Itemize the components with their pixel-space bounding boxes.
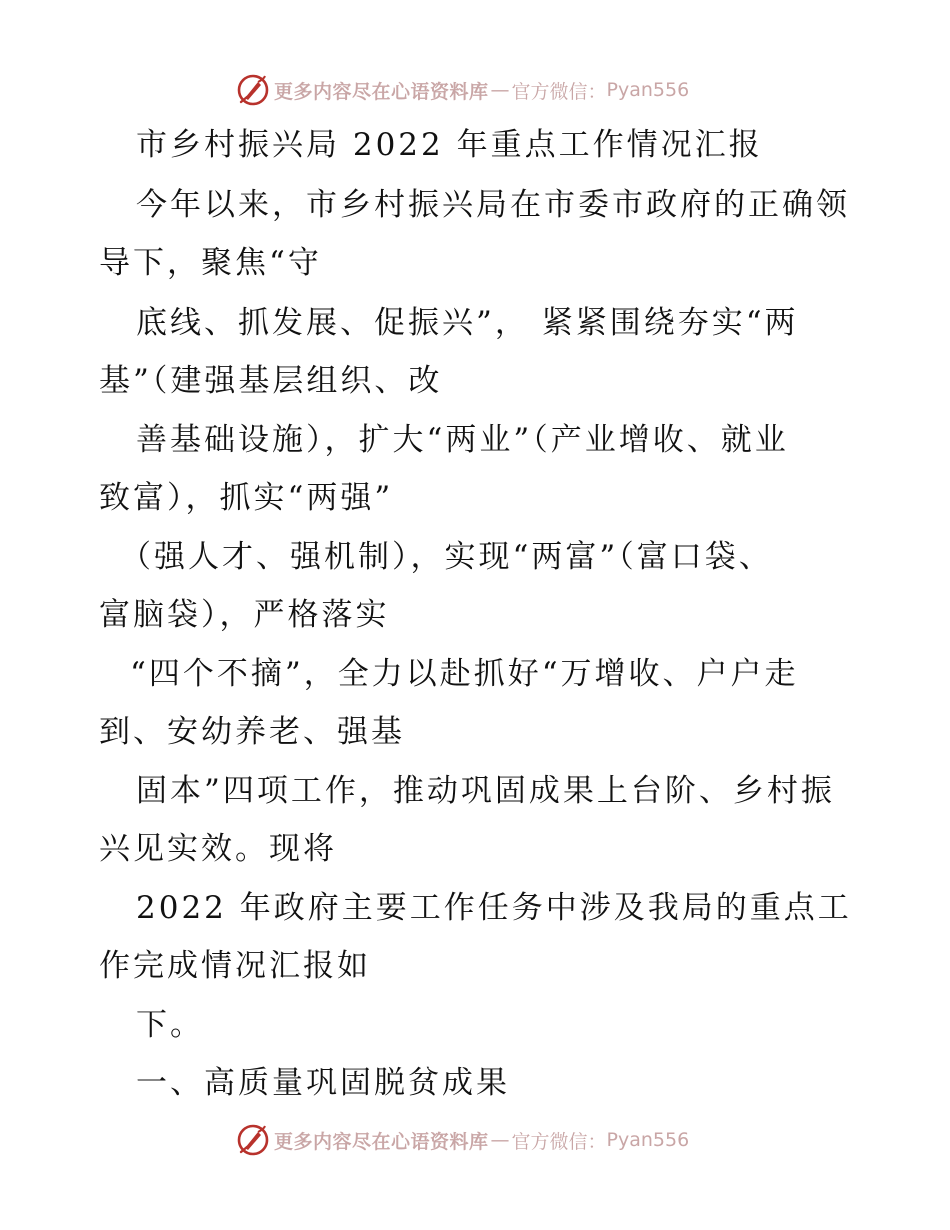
text-line: （强人才、强机制），实现“两富”（富口袋、 bbox=[120, 539, 773, 575]
header-banner bbox=[236, 73, 716, 107]
quill-logo-icon bbox=[236, 73, 270, 107]
text-line: 2022 年政府主要工作任务中涉及我局的重点工 bbox=[136, 890, 852, 926]
banner-wechat-handle: Pyan556 bbox=[606, 1129, 690, 1151]
banner-slogan: 更多内容尽在心语资料库 bbox=[274, 1130, 489, 1153]
text-line: 致富），抓实“两强” bbox=[99, 480, 394, 516]
footer-banner bbox=[236, 1123, 716, 1157]
text-line: 到、安幼养老、强基 bbox=[99, 714, 405, 750]
banner-separator: — bbox=[490, 79, 510, 101]
text-line: 导下，聚焦“守 bbox=[99, 245, 322, 281]
banner-slogan: 更多内容尽在心语资料库 bbox=[274, 80, 489, 103]
banner-wechat-handle: Pyan556 bbox=[606, 79, 690, 101]
text-line: “四个不摘”，全力以赴抓好“万增收、户户走 bbox=[130, 656, 799, 692]
text-line: 今年以来，市乡村振兴局在市委市政府的正确领 bbox=[136, 187, 850, 223]
banner-separator: — bbox=[490, 1129, 510, 1151]
text-line: 善基础设施），扩大“两业”（产业增收、就业 bbox=[136, 422, 789, 458]
text-line: 基”（建强基层组织、改 bbox=[99, 363, 443, 399]
banner-official-label: 官方微信： bbox=[511, 1130, 607, 1153]
quill-logo-icon bbox=[236, 1123, 270, 1157]
text-line: 固本”四项工作，推动巩固成果上台阶、乡村振 bbox=[136, 773, 835, 809]
section-heading: 一、高质量巩固脱贫成果 bbox=[136, 1065, 510, 1101]
text-line: 底线、抓发展、促振兴”， 紧紧围绕夯实“两 bbox=[136, 305, 799, 341]
text-line: 作完成情况汇报如 bbox=[99, 948, 371, 984]
text-line: 富脑袋），严格落实 bbox=[99, 597, 390, 633]
text-line: 兴见实效。现将 bbox=[99, 831, 337, 867]
document-title: 市乡村振兴局 2022 年重点工作情况汇报 bbox=[136, 127, 763, 163]
banner-official-label: 官方微信： bbox=[511, 80, 607, 103]
text-line: 下。 bbox=[136, 1007, 204, 1043]
